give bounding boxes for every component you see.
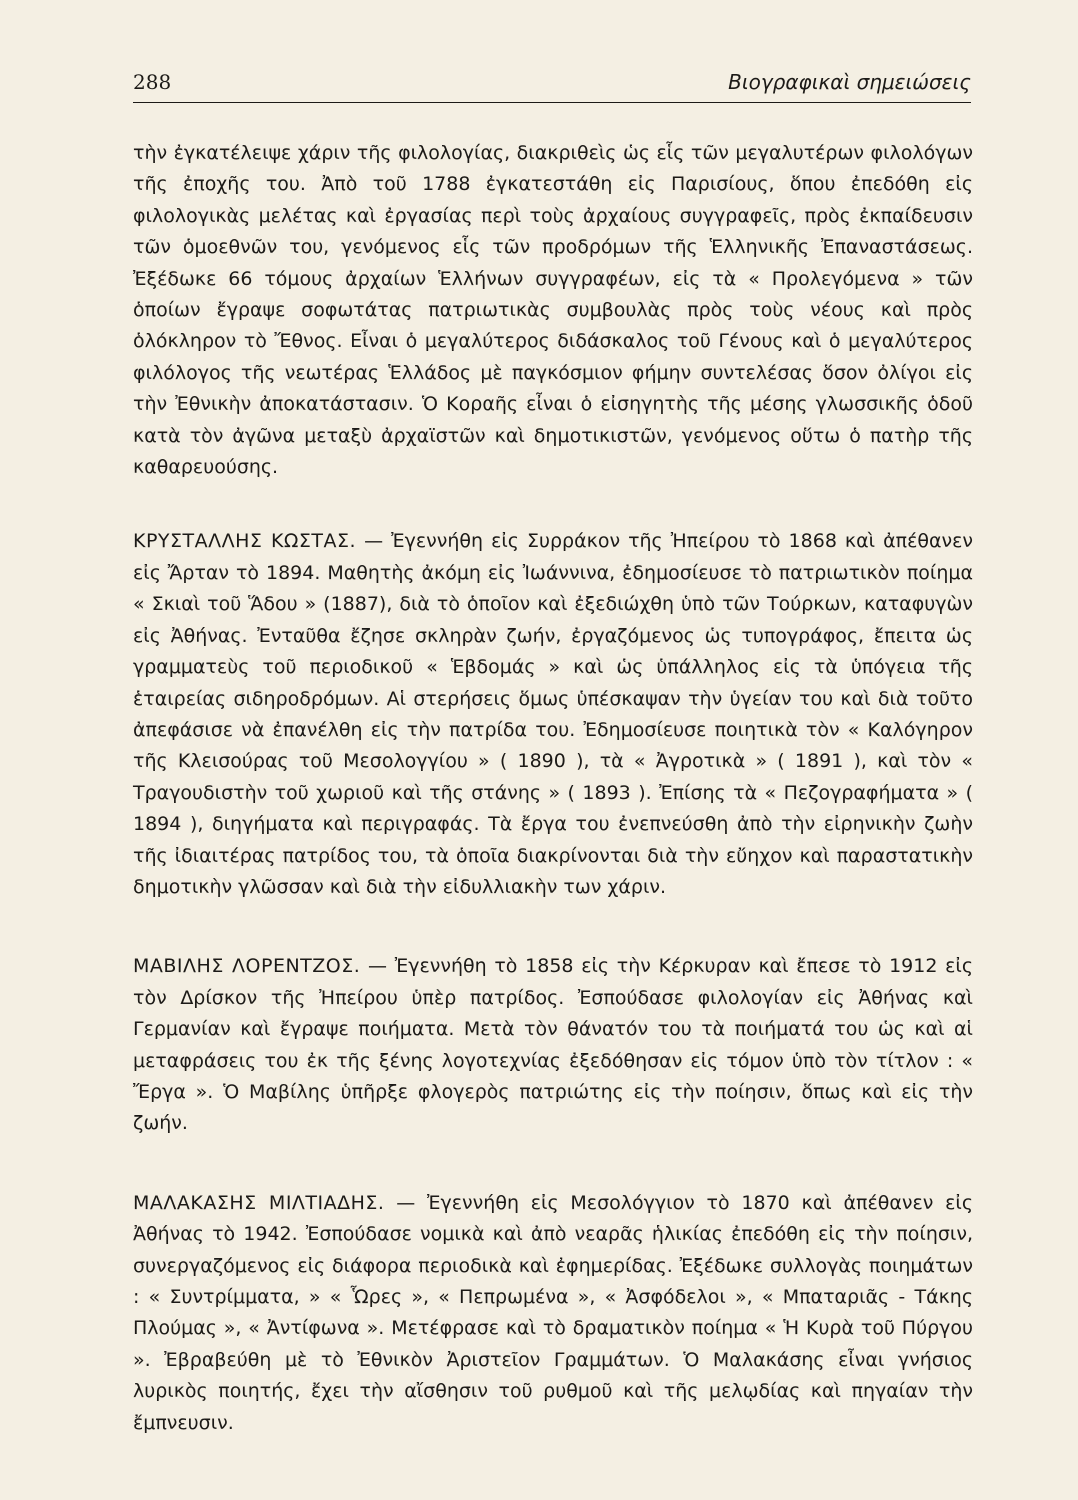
- entry-name: ΜΑΛΑΚΑΣΗΣ ΜΙΛΤΙΑΔΗΣ.: [133, 1191, 385, 1214]
- entry-mavilis: [133, 951, 973, 1139]
- entry-text: — Ἐγεννήθη εἰς Συρράκον τῆς Ἠπείρου τὸ 1868 καὶ ἀπέθανεν εἰς Ἄρταν τὸ 1894. Μαθητὴς ἀκόμη εἰς Ἰωάννινα, ἐδημοσίευσε τὸ πατριωτικὸν ποίημα « Σκιαὶ τοῦ Ἅδου » (1887), διὰ τὸ ὁποῖον καὶ ἐξεδιώχθη ὑπὸ τῶν Τούρκων, καταφυγὼν εἰς Ἀθήνας. Ἐνταῦθα ἔζησε σκληρὰν ζωήν, ἐργαζόμενος ὡς τυπογράφος, ἔπειτα ὡς γραμματεὺς τοῦ περιοδικοῦ « Ἑβδομάς » καὶ ὡς ὑπάλληλος εἰς τὰ ὑπόγεια τῆς ἑταιρείας σιδηροδρόμων. Αἱ στερήσεις ὅμως ὑπέσκαψαν τὴν ὑγείαν του καὶ διὰ τοῦτο ἀπεφάσισε νὰ ἐπανέλθη εἰς τὴν πατρίδα του. Ἐδημοσίευσε ποιητικὰ τὸν « Καλόγηρον τῆς Κλεισούρας τοῦ Μεσολογγίου » ( 1890 ), τὰ « Ἀγροτικὰ » ( 1891 ), καὶ τὸν « Τραγουδιστὴν τοῦ χωριοῦ καὶ τῆς στάνης » ( 1893 ). Ἐπίσης τὰ « Πεζογραφήματα » ( 1894 ), διηγήματα καὶ περιγραφάς. Τὰ ἔργα του ἐνεπνεύσθη ἀπὸ τὴν εἰρηνικὴν ζωὴν τῆς ἰδιαιτέρας πατρίδος του, τὰ ὁποῖα διακρίνονται διὰ τὴν εὔηχον καὶ παραστατικὴν δημοτικὴν γλῶσσαν καὶ διὰ τὴν εἰδυλλιακὴν των χάριν.: [133, 530, 973, 898]
- page-number: 288: [133, 70, 172, 94]
- entry-krystallis: [133, 526, 973, 903]
- page-header: [133, 70, 971, 100]
- header-rule: [133, 102, 971, 103]
- entry-text: — Ἐγεννήθη τὸ 1858 εἰς τὴν Κέρκυραν καὶ ἔπεσε τὸ 1912 εἰς τὸν Δρίσκον τῆς Ἠπείρου ὑπὲρ πατρίδος. Ἐσπούδασε φιλολογίαν εἰς Ἀθήνας καὶ Γερμανίαν καὶ ἔγραψε ποιήματα. Μετὰ τὸν θάνατόν του τὰ ποιήματά του ὡς καὶ αἱ μεταφράσεις του ἐκ τῆς ξένης λογοτεχνίας ἐξεδόθησαν εἰς τόμον ὑπὸ τὸν τίτλον : « Ἔργα ». Ὁ Μαβίλης ὑπῆρξε φλογερὸς πατριώτης εἰς τὴν ποίησιν, ὅπως καὶ εἰς τὴν ζωήν.: [133, 955, 973, 1135]
- entry-text: — Ἐγεννήθη εἰς Μεσολόγγιον τὸ 1870 καὶ ἀπέθανεν εἰς Ἀθήνας τὸ 1942. Ἐσπούδασε νομικὰ καὶ ἀπὸ νεαρᾶς ἡλικίας ἐπεδόθη εἰς τὴν ποίησιν, συνεργαζόμενος εἰς διάφορα περιοδικὰ καὶ ἐφημερίδας. Ἐξέδωκε συλλογὰς ποιημάτων : « Συντρίμματα, » « Ὧρες », « Πεπρωμένα », « Ἀσφόδελοι », « Μπαταριᾶς - Τάκης Πλούμας », « Ἀντίφωνα ». Μετέφρασε καὶ τὸ δραματικὸν ποίημα « Ἡ Κυρὰ τοῦ Πύργου ». Ἐβραβεύθη μὲ τὸ Ἐθνικὸν Ἀριστεῖον Γραμμάτων. Ὁ Μαλακάσης εἶναι γνήσιος λυρικὸς ποιητής, ἔχει τὴν αἴσθησιν τοῦ ρυθμοῦ καὶ τῆς μελῳδίας καὶ πηγαίαν τὴν ἔμπνευσιν.: [133, 1191, 973, 1434]
- page-content: [133, 138, 973, 1439]
- entry-name: ΚΡΥΣΤΑΛΛΗΣ ΚΩΣΤΑΣ.: [133, 530, 357, 553]
- intro-paragraph: τὴν ἐγκατέλειψε χάριν τῆς φιλολογίας, διακριθεὶς ὡς εἷς τῶν μεγαλυτέρων φιλολόγων τῆς ἐποχῆς του. Ἀπὸ τοῦ 1788 ἐγκατεστάθη εἰς Παρισίους, ὅπου ἐπεδόθη εἰς φιλολογικὰς μελέτας καὶ ἐργασίας περὶ τοὺς ἀρχαίους συγγραφεῖς, πρὸς ἐκπαίδευσιν τῶν ὁμοεθνῶν του, γενόμενος εἷς τῶν προδρόμων τῆς Ἑλληνικῆς Ἐπαναστάσεως. Ἐξέδωκε 66 τόμους ἀρχαίων Ἑλλήνων συγγραφέων, εἰς τὰ « Προλεγόμενα » τῶν ὁποίων ἔγραψε σοφωτάτας πατριωτικὰς συμβουλὰς πρὸς τοὺς νέους καὶ πρὸς ὁλόκληρον τὸ Ἔθνος. Εἶναι ὁ μεγαλύτερος διδάσκαλος τοῦ Γένους καὶ ὁ μεγαλύτερος φιλόλογος τῆς νεωτέρας Ἑλλάδος μὲ παγκόσμιον φήμην συντελέσας ὅσον ὀλίγοι εἰς τὴν Ἐθνικὴν ἀποκατάστασιν. Ὁ Κοραῆς εἶναι ὁ εἰσηγητὴς τῆς μέσης γλωσσικῆς ὁδοῦ κατὰ τὸν ἀγῶνα μεταξὺ ἀρχαϊστῶν καὶ δημοτικιστῶν, γενόμενος οὕτω ὁ πατὴρ τῆς καθαρευούσης.: [133, 142, 973, 479]
- running-title: Βιογραφικαὶ σημειώσεις: [728, 70, 971, 94]
- entry-name: ΜΑΒΙΛΗΣ ΛΟΡΕΝΤΖΟΣ.: [133, 955, 361, 978]
- entry-malakasis: [133, 1188, 973, 1439]
